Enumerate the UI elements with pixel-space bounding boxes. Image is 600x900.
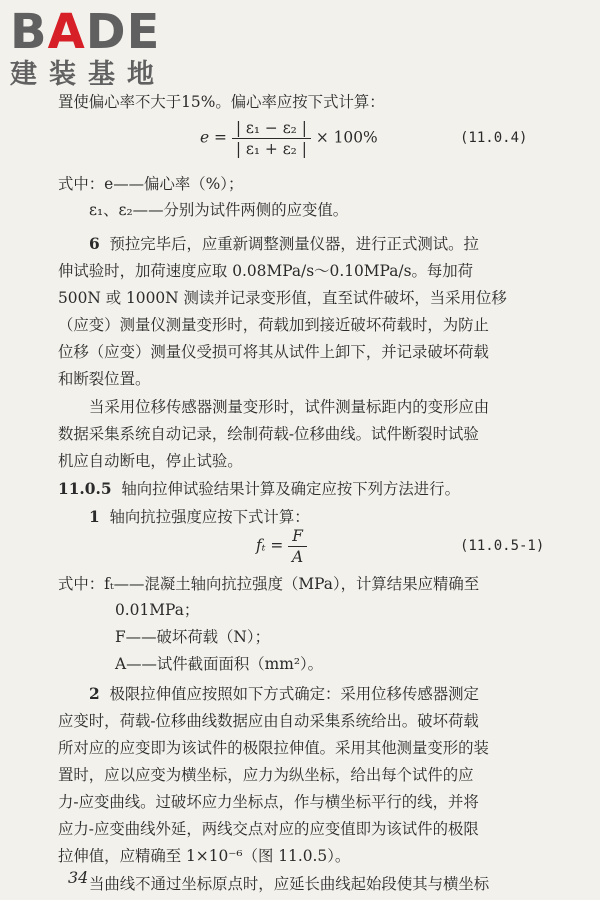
clause-paragraph: 1 轴向抗拉强度应按下式计算： bbox=[89, 508, 310, 526]
text-line: 置使偏心率不大于15%。偏心率应按下式计算： bbox=[58, 93, 385, 111]
equation-number: (11.0.4) bbox=[460, 130, 528, 146]
text-line: 应变时，荷载-位移曲线数据应由自动采集系统给出。破坏荷载 bbox=[58, 712, 479, 730]
text-line: 机应自动断电，停止试验。 bbox=[58, 452, 243, 470]
text-line: 数据采集系统自动记录，绘制荷载-位移曲线。试件断裂时试验 bbox=[58, 425, 479, 443]
text-line: 当曲线不通过坐标原点时，应延长曲线起始段使其与横坐标 bbox=[89, 875, 490, 893]
text-line: （应变）测量仪测量变形时，荷载加到接近破坏荷载时，为防止 bbox=[58, 316, 489, 334]
page-number: 34 bbox=[68, 868, 89, 887]
text-line: ε₁、ε₂——分别为试件两侧的应变值。 bbox=[89, 201, 349, 219]
text-line: 拉伸值，应精确至 1×10⁻⁶（图 11.0.5）。 bbox=[58, 847, 351, 865]
logo-wordmark: BADE bbox=[10, 4, 161, 60]
text-line: 应力-应变曲线外延，两线交点对应的应变值即为该试件的极限 bbox=[58, 820, 479, 838]
text-line: 当采用位移传感器测量变形时，试件测量标距内的变形应由 bbox=[89, 398, 490, 416]
logo-tagline: 建装基地 bbox=[10, 59, 166, 90]
brand-logo bbox=[10, 6, 180, 90]
text-line: 所对应的应变即为该试件的极限拉伸值。采用其他测量变形的装 bbox=[58, 739, 489, 757]
text-line: 和断裂位置。 bbox=[58, 370, 151, 388]
text-line: 伸试验时，加荷速度应取 0.08MPa/s～0.10MPa/s。每加荷 bbox=[58, 262, 474, 280]
clause-paragraph: 2 极限拉伸值应按照如下方式确定：采用位移传感器测定 bbox=[89, 685, 479, 703]
text-line: 0.01MPa； bbox=[115, 601, 200, 619]
equation-11-0-5-1: fₜ = $\frac{F}{A}$ bbox=[256, 526, 307, 567]
text-line: 置时，应以应变为横坐标，应力为纵坐标，给出每个试件的应 bbox=[58, 766, 474, 784]
text-line: 式中：fₜ——混凝土轴向抗拉强度（MPa），计算结果应精确至 bbox=[58, 575, 480, 593]
text-line: 500N 或 1000N 测读并记录变形值，直至试件破坏，当采用位移 bbox=[58, 289, 507, 307]
section-heading: 11.0.5 轴向拉伸试验结果计算及确定应按下列方法进行。 bbox=[58, 480, 460, 498]
equation-11-0-4: e = $\frac{\text{| ε₁ − ε₂ |}}{\text{| ε₁ + ε₂ |}}$ × 100% bbox=[200, 119, 378, 158]
clause-paragraph: 6 预拉完毕后，应重新调整测量仪器，进行正式测试。拉 bbox=[89, 235, 479, 253]
equation-number: (11.0.5-1) bbox=[460, 538, 545, 554]
text-line: 力-应变曲线。过破坏应力坐标点，作与横坐标平行的线，并将 bbox=[58, 793, 479, 811]
text-line: A——试件截面面积（mm²）。 bbox=[115, 655, 324, 673]
text-line: 位移（应变）测量仪受损可将其从试件上卸下，并记录破坏荷载 bbox=[58, 343, 489, 361]
text-line: F——破坏荷载（N）； bbox=[115, 628, 270, 646]
text-line: 式中：e——偏心率（%）； bbox=[58, 175, 244, 193]
